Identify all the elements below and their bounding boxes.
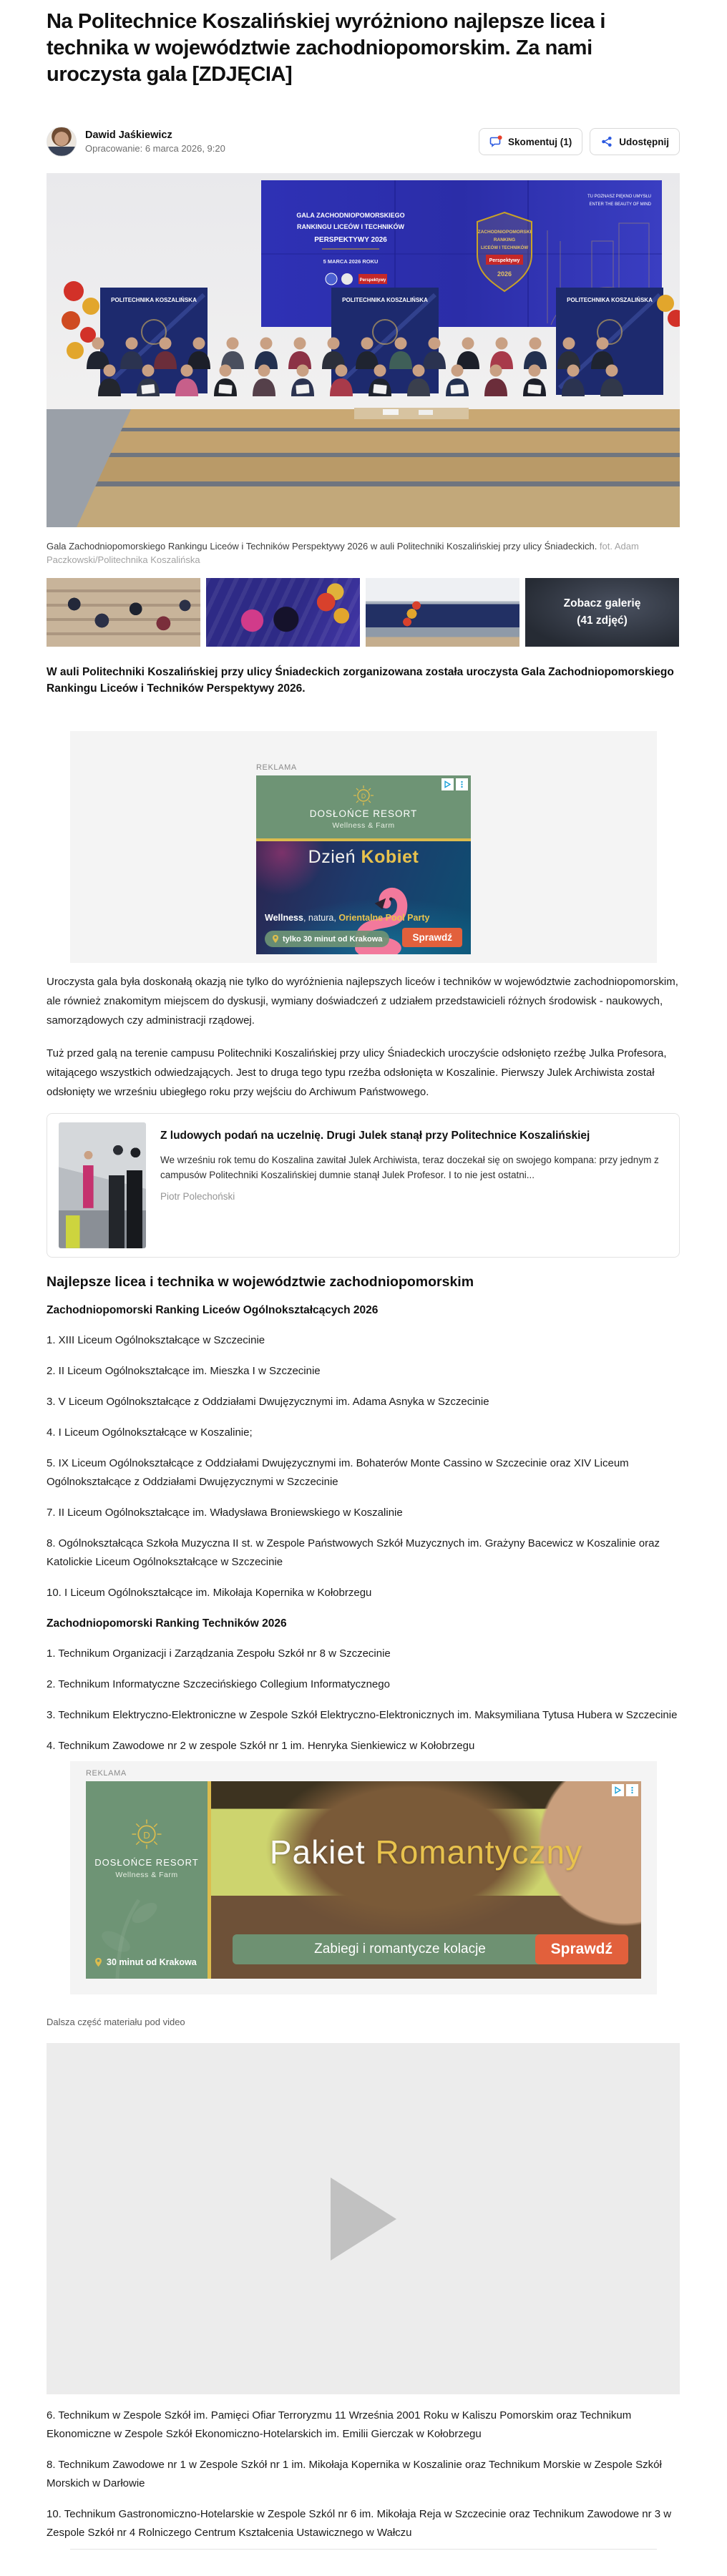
video-player[interactable] — [47, 2043, 680, 2394]
lecture-benches — [47, 408, 680, 527]
svg-text:D: D — [143, 1829, 150, 1841]
ad-banner-dzien-kobiet[interactable] — [256, 775, 471, 954]
photo-caption — [47, 539, 680, 567]
byline-row — [47, 127, 680, 157]
screen-title-line2: RANKINGU LICEÓW I TECHNIKÓW — [297, 223, 404, 230]
article-lead: W auli Politechniki Koszalińskiej przy ulicy Śniadeckich zorganizowana została uroczysta Gala Zachodniopomorskiego Rankingu Liceów i Techników Perspektywy 2026. — [47, 666, 674, 695]
caption-credit: fot. Adam Paczkowski/Politechnika Koszalińska — [47, 541, 639, 565]
gallery-thumb-1[interactable] — [47, 578, 200, 647]
comment-button[interactable] — [479, 128, 582, 155]
bottom-divider — [70, 2549, 657, 2550]
technika-ranking-heading: Zachodniopomorski Ranking Techników 2026 — [47, 1617, 287, 1630]
ad-controls — [612, 1784, 638, 1796]
screen-slogan-pl: TU POZNASZ PIĘKNO UMYSŁU — [587, 195, 651, 199]
ad-cta-button[interactable]: Sprawdź — [402, 928, 462, 947]
ranking-item: 6. Technikum w Zespole Szkół im. Pamięci Ofiar Terroryzmu 11 Września 2001 Roku w Kaliszu Pomorskim oraz Technikum Ekonomiczne w Zespole Szkół Ekonomiczno-Hotelarskich im. Emilii Gierczak w Kołobrzegu — [47, 2409, 632, 2440]
comment-icon — [489, 135, 502, 148]
related-article-card[interactable] — [47, 1113, 680, 1258]
comment-button-label: Skomentuj (1) — [507, 136, 572, 147]
ad-cta-button[interactable]: Sprawdź — [535, 1934, 628, 1964]
svg-text:2026: 2026 — [497, 270, 512, 278]
ad-photo-couple — [211, 1781, 641, 1979]
ad-section-2 — [70, 1761, 657, 1994]
ad-brand-header — [256, 775, 471, 838]
ranking-item: 4. Technikum Zawodowe nr 2 w zespole Szkół nr 1 im. Henryka Sienkiewicz w Kołobrzegu — [47, 1740, 475, 1752]
ad-photo-pool-party — [256, 841, 471, 954]
ad-headline: Pakiet Romantyczny — [269, 1833, 583, 1871]
ad-menu-icon[interactable] — [626, 1784, 638, 1796]
gallery-thumb-3[interactable] — [366, 578, 519, 647]
ad-controls — [441, 778, 468, 790]
ad-location-pill[interactable]: 30 minut od Krakowa — [94, 1957, 197, 1967]
screen-perspektywy-logo: Perspektywy — [359, 278, 386, 283]
sun-logo-icon — [353, 785, 374, 806]
section-heading: Najlepsze licea i technika w województwie zachodniopomorskim — [47, 1274, 474, 1290]
gallery-thumb-see-all[interactable] — [525, 578, 679, 647]
svg-text:POLITECHNIKA KOSZALIŃSKA: POLITECHNIKA KOSZALIŃSKA — [567, 297, 653, 303]
svg-text:POLITECHNIKA KOSZALIŃSKA: POLITECHNIKA KOSZALIŃSKA — [342, 297, 428, 303]
ad-tagline: Wellness, natura, Orientalne Pool Party — [265, 913, 430, 923]
screen-title-line3: PERSPEKTYWY 2026 — [314, 236, 387, 244]
sun-logo-icon — [131, 1818, 162, 1850]
ranking-item: 8. Technikum Zawodowe nr 1 w Zespole Szkół nr 1 im. Mikołaja Kopernika w Koszalinie oraz Technikum Morskie w Zespole Szkół Morskich w Darłowie — [47, 2459, 662, 2489]
ranking-item: 1. XIII Liceum Ogólnokształcące w Szczecinie — [47, 1334, 265, 1346]
play-icon[interactable] — [331, 2178, 396, 2261]
gallery-thumb-2[interactable] — [206, 578, 360, 647]
gallery-cta-line2: (41 zdjęć) — [577, 614, 628, 627]
share-button[interactable] — [590, 128, 680, 155]
article-paragraph: Tuż przed galą na terenie campusu Politechniki Koszalińskiej przy ulicy Śniadeckich uroczyście odsłonięto rzeźbę Julka Profesora, witającego wszystkich odwiedzających. Jest to druga tego typu rzeźba odsłonięta w Koszalinie. Pierwszy Julek Archiwista został odsłonięty we wrześniu ubiegłego roku przy wejściu do Archiwum Państwowego. — [47, 1047, 667, 1098]
location-pin-icon — [272, 934, 279, 944]
share-icon — [600, 135, 613, 148]
share-button-label: Udostępnij — [619, 136, 669, 147]
ranking-item: 10. I Liceum Ogólnokształcące im. Mikołaja Kopernika w Kołobrzegu — [47, 1587, 372, 1599]
related-article-author: Piotr Polechoński — [160, 1191, 235, 1202]
article-actions — [479, 128, 680, 155]
ranking-item: 4. I Liceum Ogólnokształcące w Koszalinie; — [47, 1426, 253, 1439]
ranking-item: 7. II Liceum Ogólnokształcące im. Władysława Broniewskiego w Koszalinie — [47, 1507, 403, 1519]
svg-text:ZACHODNIOPOMORSKI: ZACHODNIOPOMORSKI — [477, 230, 532, 235]
ad-label: REKLAMA — [256, 763, 297, 772]
author-block — [85, 129, 225, 154]
ad-label: REKLAMA — [86, 1769, 127, 1778]
svg-text:LICEÓW I TECHNIKÓW: LICEÓW I TECHNIKÓW — [481, 246, 528, 250]
ad-location-pill[interactable]: tylko 30 minut od Krakowa — [265, 931, 389, 947]
ranking-item: 1. Technikum Organizacji i Zarządzania Zespołu Szkół nr 8 w Szczecinie — [47, 1647, 391, 1660]
gallery-strip — [47, 578, 680, 647]
related-article-thumbnail — [59, 1122, 146, 1248]
ranking-item: 5. IX Liceum Ogólnokształcące z Oddziałami Dwujęzycznymi im. Bohaterów Monte Cassino w Szczecinie oraz XIV Liceum Ogólnokształcące z Oddziałami Dwujęzycznymi w Szczecinie — [47, 1457, 629, 1488]
svg-text:RANKING: RANKING — [493, 237, 516, 243]
gallery-cta — [525, 578, 679, 647]
location-pin-icon — [94, 1957, 102, 1967]
ad-headline: Dzień Kobiet — [308, 847, 419, 867]
screen-slogan-en: ENTER THE BEAUTY OF MIND — [589, 202, 651, 207]
article-paragraph: Uroczysta gala była doskonałą okazją nie tylko do wyróżnienia najlepszych liceów i techników w województwie zachodniopomorskim, ale również znakomitym miejscem do dyskusji, wymiany doświadczeń z udziałem przedstawicieli różnych środowisk - naukowych, samorządowych czy administracji rządowej. — [47, 976, 678, 1027]
page-title: Na Politechnice Koszalińskiej wyróżniono najlepsze licea i technika w województwie zachodniopomorskim. Za nami uroczysta gala [ZDJĘCIA] — [47, 10, 605, 86]
hero-photo — [47, 173, 680, 527]
related-article-excerpt: We wrześniu rok temu do Koszalina zawitał Julek Archiwista, teraz doczekał się on swojego kompana: przy jednym z campusów Politechniki Koszalińskiej dumnie stanął Julek Profesor. I to nie jest ostatni... — [160, 1155, 659, 1180]
ad-brand-name: DOSŁOŃCE RESORT — [309, 808, 418, 819]
ad-brand-panel — [86, 1781, 208, 1979]
ad-menu-icon[interactable] — [456, 778, 468, 790]
caption-text: Gala Zachodniopomorskiego Rankingu Liceów i Techników Perspektywy 2026 w auli Politechniki Koszalińskiej przy ulicy Śniadeckich. — [47, 541, 597, 552]
ranking-item: 8. Ogólnokształcąca Szkoła Muzyczna II st. w Zespole Państwowych Szkół Muzycznych im. Grażyny Bacewicz w Koszalinie oraz Katolickie Liceum Ogólnokształcące w Szczecinie — [47, 1537, 660, 1568]
ranking-item: 2. Technikum Informatyczne Szczecińskiego Collegium Informatycznego — [47, 1678, 390, 1690]
author-name: Dawid Jaśkiewicz — [85, 129, 172, 141]
related-article-body — [160, 1122, 668, 1248]
screen-date: 5 MARCA 2026 ROKU — [323, 258, 379, 265]
ad-section-1 — [70, 731, 657, 963]
ranking-item: 2. II Liceum Ogólnokształcące im. Mieszka I w Szczecinie — [47, 1365, 321, 1377]
ranking-item: 3. Technikum Elektryczno-Elektroniczne w Zespole Szkół Elektryczno-Elektronicznych im. Maksymiliana Tytusa Hubera w Szczecinie — [47, 1709, 678, 1721]
licea-ranking-heading: Zachodniopomorski Ranking Liceów Ogólnokształcących 2026 — [47, 1304, 379, 1316]
ad-banner-pakiet-romantyczny[interactable] — [86, 1781, 641, 1979]
article-date: Opracowanie: 6 marca 2026, 9:20 — [85, 143, 225, 154]
svg-text:D: D — [361, 792, 366, 800]
byline — [47, 127, 225, 157]
ad-brand-sub: Wellness & Farm — [332, 821, 395, 830]
video-note: Dalsza część materiału pod video — [47, 2017, 185, 2027]
screen-title-line1: GALA ZACHODNIOPOMORSKIEGO — [296, 212, 405, 219]
svg-text:POLITECHNIKA KOSZALIŃSKA: POLITECHNIKA KOSZALIŃSKA — [111, 297, 197, 303]
related-article-title[interactable]: Z ludowych podań na uczelnię. Drugi Julek stanął przy Politechnice Koszalińskiej — [160, 1130, 590, 1142]
adchoices-icon[interactable] — [441, 778, 454, 790]
ad-brand-name: DOSŁOŃCE RESORT — [94, 1857, 199, 1868]
gallery-cta-line1: Zobacz galerię — [563, 597, 641, 609]
adchoices-icon[interactable] — [612, 1784, 624, 1796]
ranking-item: 3. V Liceum Ogólnokształcące z Oddziałami Dwujęzycznymi im. Adama Asnyka w Szczecinie — [47, 1396, 489, 1408]
ad-brand-sub: Wellness & Farm — [115, 1871, 178, 1879]
avatar — [47, 127, 77, 157]
ranking-item: 10. Technikum Gastronomiczno-Hotelarskie w Zespole Szkól nr 6 im. Mikołaja Reja w Szczecinie oraz Technikum Zawodowe nr 3 w Zespole Szkół nr 4 Rolniczego Centrum Kształcenia Ustawicznego w Wałczu — [47, 2508, 672, 2539]
svg-text:Perspektywy: Perspektywy — [489, 258, 520, 263]
ad-offer-button[interactable]: Zabiegi i romantycze kolacje — [233, 1934, 567, 1964]
